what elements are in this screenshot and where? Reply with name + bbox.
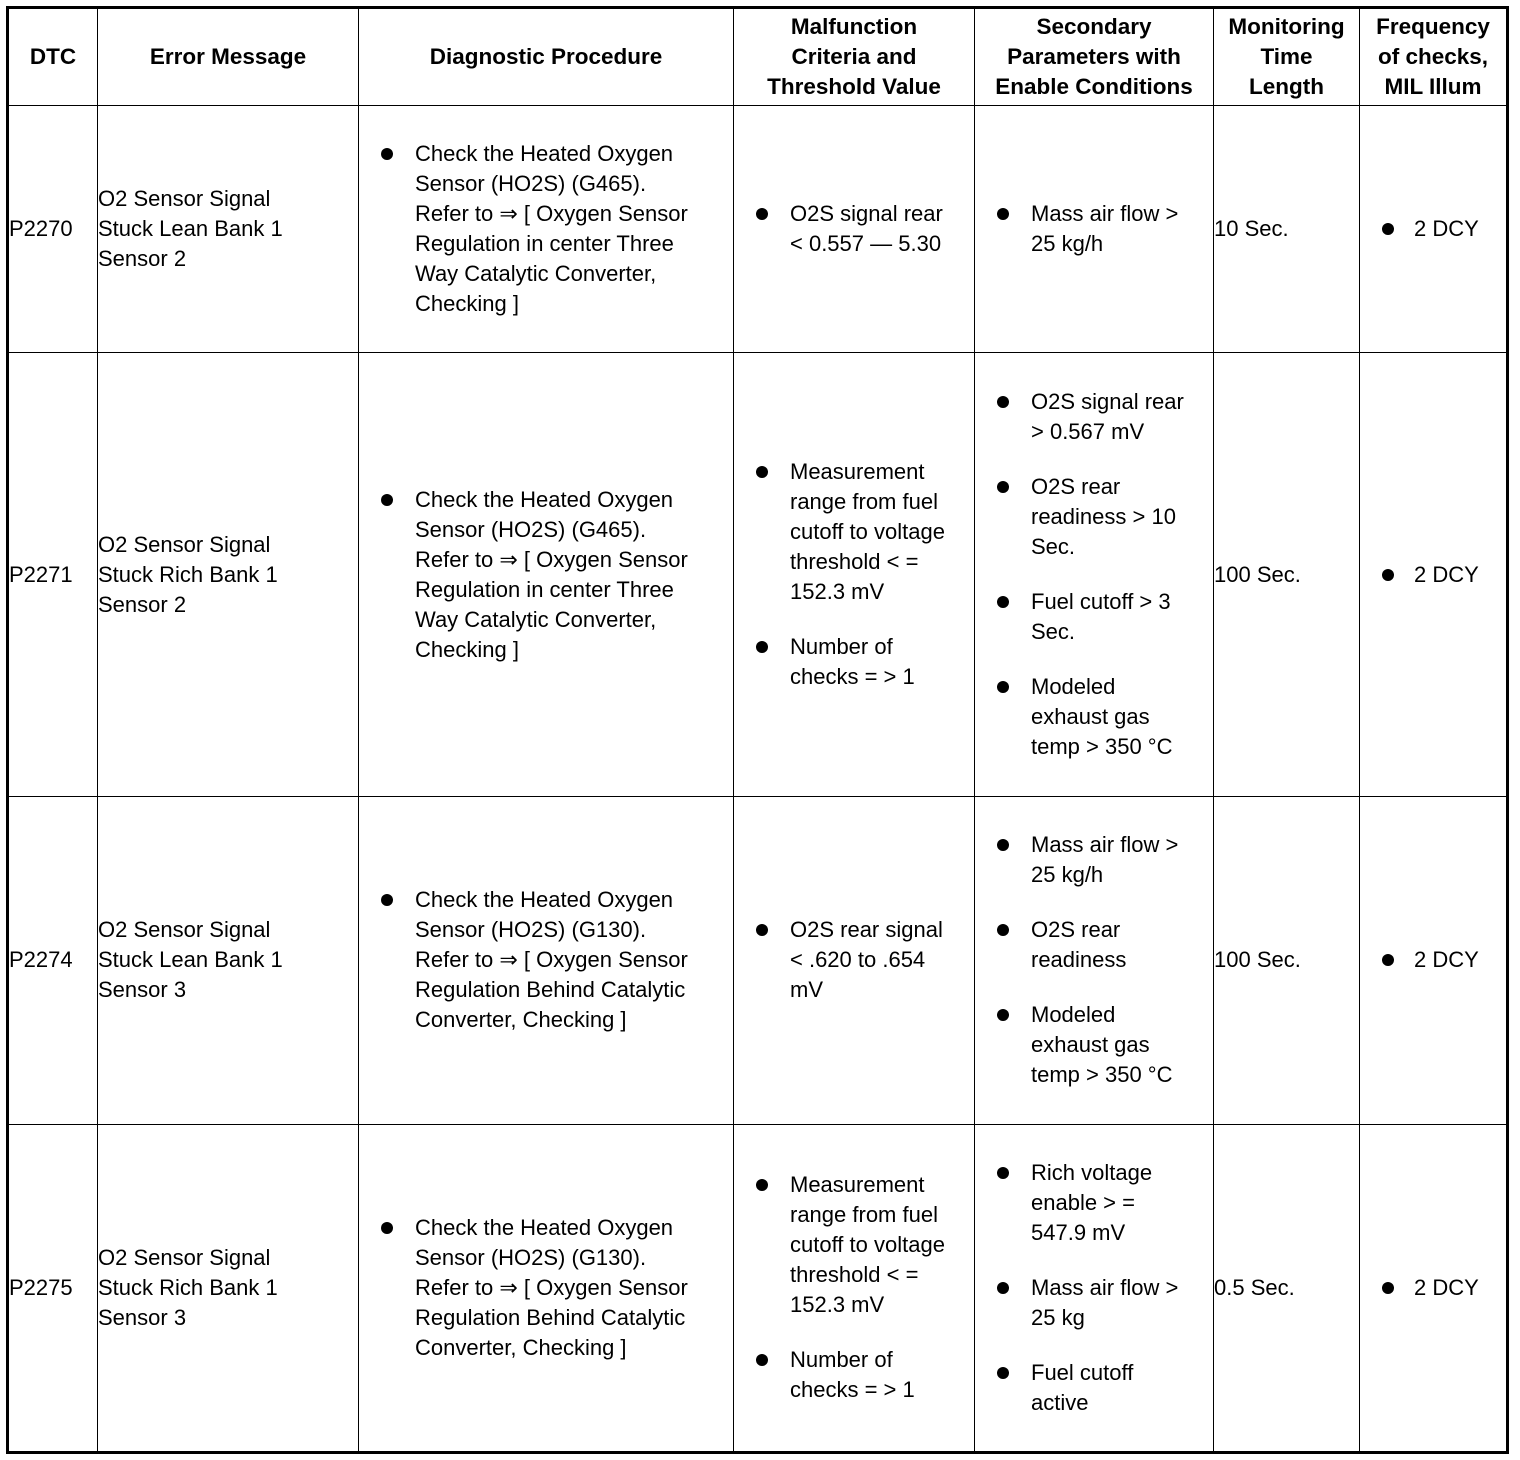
monitoring-time: 100 Sec.: [1214, 353, 1360, 797]
secondary-item: O2S rear readiness > 10 Sec.: [975, 472, 1213, 562]
frequency-mil: [1360, 106, 1508, 353]
frequency-mil: [1360, 797, 1508, 1124]
criteria-item: O2S signal rear < 0.557 — 5.30: [734, 199, 974, 259]
diagnostic-procedure-list: [359, 485, 733, 665]
frequency-item: 2 DCY: [1360, 945, 1506, 975]
header-diagnostic-procedure: Diagnostic Procedure: [359, 8, 734, 106]
malfunction-criteria: [734, 1124, 975, 1452]
monitoring-time: 10 Sec.: [1214, 106, 1360, 353]
frequency-mil-list: [1360, 945, 1506, 975]
secondary-item: Rich voltage enable > = 547.9 mV: [975, 1158, 1213, 1248]
header-error-message: Error Message: [98, 8, 359, 106]
diagnostic-procedure: [359, 353, 734, 797]
secondary-parameters-list: [975, 830, 1213, 1090]
malfunction-criteria: [734, 106, 975, 353]
monitoring-time: 0.5 Sec.: [1214, 1124, 1360, 1452]
dtc-code: P2270: [8, 106, 98, 353]
secondary-parameters: [975, 353, 1214, 797]
diagnostic-procedure-list: [359, 1213, 733, 1363]
frequency-item: 2 DCY: [1360, 1273, 1506, 1303]
secondary-item: Fuel cutoff > 3 Sec.: [975, 587, 1213, 647]
frequency-item: 2 DCY: [1360, 214, 1506, 244]
criteria-item: Number of checks = > 1: [734, 1345, 974, 1405]
header-dtc: DTC: [8, 8, 98, 106]
diagnostic-procedure: [359, 797, 734, 1124]
header-malfunction-criteria: Malfunction Criteria and Threshold Value: [734, 8, 975, 106]
monitoring-time: 100 Sec.: [1214, 797, 1360, 1124]
header-monitoring-time: Monitoring Time Length: [1214, 8, 1360, 106]
procedure-item: Check the Heated Oxygen Sensor (HO2S) (G130). Refer to ⇒ [ Oxygen Sensor Regulation Behind Catalytic Converter, Checking ]: [359, 1213, 733, 1363]
secondary-item: Modeled exhaust gas temp > 350 °C: [975, 1000, 1213, 1090]
procedure-item: Check the Heated Oxygen Sensor (HO2S) (G465). Refer to ⇒ [ Oxygen Sensor Regulation in center Three Way Catalytic Converter, Checking ]: [359, 485, 733, 665]
table-body: [8, 106, 1508, 1453]
diagnostic-procedure-list: [359, 885, 733, 1035]
error-message: O2 Sensor Signal Stuck Rich Bank 1 Sensor 2: [98, 353, 359, 797]
secondary-item: O2S rear readiness: [975, 915, 1213, 975]
malfunction-criteria-list: [734, 457, 974, 692]
dtc-table: [6, 6, 1509, 1454]
secondary-parameters-list: [975, 1158, 1213, 1418]
malfunction-criteria-list: [734, 915, 974, 1005]
table-row: [8, 353, 1508, 797]
criteria-item: O2S rear signal < .620 to .654 mV: [734, 915, 974, 1005]
table-row: [8, 106, 1508, 353]
criteria-item: Measurement range from fuel cutoff to voltage threshold < = 152.3 mV: [734, 457, 974, 607]
secondary-item: Mass air flow > 25 kg/h: [975, 199, 1213, 259]
malfunction-criteria-list: [734, 199, 974, 259]
criteria-item: Number of checks = > 1: [734, 632, 974, 692]
secondary-item: O2S signal rear > 0.567 mV: [975, 387, 1213, 447]
procedure-item: Check the Heated Oxygen Sensor (HO2S) (G130). Refer to ⇒ [ Oxygen Sensor Regulation Behind Catalytic Converter, Checking ]: [359, 885, 733, 1035]
malfunction-criteria: [734, 797, 975, 1124]
frequency-mil-list: [1360, 214, 1506, 244]
frequency-mil: [1360, 1124, 1508, 1452]
frequency-mil-list: [1360, 1273, 1506, 1303]
secondary-item: Mass air flow > 25 kg: [975, 1273, 1213, 1333]
frequency-mil: [1360, 353, 1508, 797]
error-message: O2 Sensor Signal Stuck Lean Bank 1 Sensor 2: [98, 106, 359, 353]
dtc-code: P2275: [8, 1124, 98, 1452]
diagnostic-procedure: [359, 1124, 734, 1452]
secondary-parameters-list: [975, 387, 1213, 762]
table-row: [8, 1124, 1508, 1452]
secondary-parameters-list: [975, 199, 1213, 259]
table-row: [8, 797, 1508, 1124]
malfunction-criteria-list: [734, 1170, 974, 1405]
malfunction-criteria: [734, 353, 975, 797]
diagnostic-procedure: [359, 106, 734, 353]
secondary-parameters: [975, 797, 1214, 1124]
secondary-parameters: [975, 1124, 1214, 1452]
diagnostic-procedure-list: [359, 139, 733, 319]
frequency-mil-list: [1360, 560, 1506, 590]
secondary-item: Modeled exhaust gas temp > 350 °C: [975, 672, 1213, 762]
dtc-code: P2271: [8, 353, 98, 797]
header-row: [8, 8, 1508, 106]
dtc-code: P2274: [8, 797, 98, 1124]
secondary-parameters: [975, 106, 1214, 353]
frequency-item: 2 DCY: [1360, 560, 1506, 590]
error-message: O2 Sensor Signal Stuck Lean Bank 1 Sensor 3: [98, 797, 359, 1124]
criteria-item: Measurement range from fuel cutoff to voltage threshold < = 152.3 mV: [734, 1170, 974, 1320]
secondary-item: Fuel cutoff active: [975, 1358, 1213, 1418]
secondary-item: Mass air flow > 25 kg/h: [975, 830, 1213, 890]
header-secondary-parameters: Secondary Parameters with Enable Conditions: [975, 8, 1214, 106]
procedure-item: Check the Heated Oxygen Sensor (HO2S) (G465). Refer to ⇒ [ Oxygen Sensor Regulation in center Three Way Catalytic Converter, Checking ]: [359, 139, 733, 319]
error-message: O2 Sensor Signal Stuck Rich Bank 1 Sensor 3: [98, 1124, 359, 1452]
header-frequency: Frequency of checks, MIL Illum: [1360, 8, 1508, 106]
